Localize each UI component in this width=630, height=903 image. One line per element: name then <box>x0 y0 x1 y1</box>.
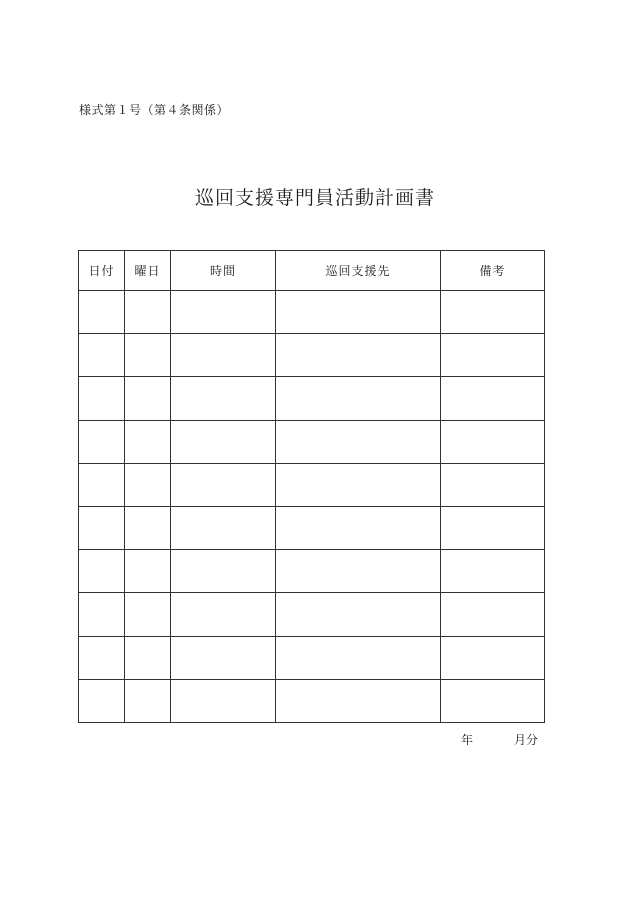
date-cell[interactable] <box>79 550 125 593</box>
remarks-cell[interactable] <box>441 291 545 334</box>
table-row <box>79 334 545 377</box>
remarks-cell[interactable] <box>441 679 545 722</box>
time-cell[interactable] <box>171 679 276 722</box>
visit-destination-cell[interactable] <box>276 377 441 420</box>
date-cell[interactable] <box>79 593 125 636</box>
date-cell[interactable] <box>79 334 125 377</box>
table-row <box>79 636 545 679</box>
time-cell[interactable] <box>171 636 276 679</box>
weekday-cell[interactable] <box>125 377 171 420</box>
time-cell[interactable] <box>171 377 276 420</box>
time-cell[interactable] <box>171 506 276 549</box>
weekday-cell[interactable] <box>125 550 171 593</box>
weekday-cell[interactable] <box>125 463 171 506</box>
remarks-cell[interactable] <box>441 550 545 593</box>
time-cell[interactable] <box>171 291 276 334</box>
date-cell[interactable] <box>79 463 125 506</box>
visit-destination-cell[interactable] <box>276 420 441 463</box>
visit-destination-cell[interactable] <box>276 679 441 722</box>
footer-year-label: 年 <box>461 733 474 747</box>
visit-destination-cell[interactable] <box>276 636 441 679</box>
date-cell[interactable] <box>79 679 125 722</box>
visit-destination-cell[interactable] <box>276 593 441 636</box>
table-row <box>79 463 545 506</box>
visit-destination-cell[interactable] <box>276 463 441 506</box>
remarks-cell[interactable] <box>441 506 545 549</box>
weekday-cell[interactable] <box>125 291 171 334</box>
table-row <box>79 679 545 722</box>
weekday-cell[interactable] <box>125 334 171 377</box>
visit-destination-cell[interactable] <box>276 550 441 593</box>
time-cell[interactable] <box>171 550 276 593</box>
table-header-row <box>79 251 545 291</box>
date-cell[interactable] <box>79 377 125 420</box>
date-cell[interactable] <box>79 506 125 549</box>
table-row <box>79 377 545 420</box>
time-cell[interactable] <box>171 420 276 463</box>
table-row <box>79 420 545 463</box>
header-visit-destination: 巡回支援先 <box>276 251 441 291</box>
table-body <box>79 291 545 723</box>
time-cell[interactable] <box>171 463 276 506</box>
visit-destination-cell[interactable] <box>276 291 441 334</box>
time-cell[interactable] <box>171 593 276 636</box>
weekday-cell[interactable] <box>125 506 171 549</box>
date-cell[interactable] <box>79 636 125 679</box>
weekday-cell[interactable] <box>125 679 171 722</box>
time-cell[interactable] <box>171 334 276 377</box>
footer-month-label: 月分 <box>514 733 539 747</box>
date-cell[interactable] <box>79 420 125 463</box>
header-time: 時間 <box>171 251 276 291</box>
remarks-cell[interactable] <box>441 377 545 420</box>
table-row <box>79 506 545 549</box>
weekday-cell[interactable] <box>125 593 171 636</box>
table-row <box>79 550 545 593</box>
remarks-cell[interactable] <box>441 636 545 679</box>
remarks-cell[interactable] <box>441 593 545 636</box>
schedule-table <box>78 250 545 723</box>
weekday-cell[interactable] <box>125 636 171 679</box>
remarks-cell[interactable] <box>441 463 545 506</box>
form-number: 様式第１号（第４条関係） <box>79 103 230 117</box>
table-row <box>79 593 545 636</box>
remarks-cell[interactable] <box>441 334 545 377</box>
weekday-cell[interactable] <box>125 420 171 463</box>
header-remarks: 備考 <box>441 251 545 291</box>
remarks-cell[interactable] <box>441 420 545 463</box>
visit-destination-cell[interactable] <box>276 334 441 377</box>
visit-destination-cell[interactable] <box>276 506 441 549</box>
date-cell[interactable] <box>79 291 125 334</box>
header-weekday: 曜日 <box>125 251 171 291</box>
header-date: 日付 <box>79 251 125 291</box>
document-title: 巡回支援専門員活動計画書 <box>194 187 435 209</box>
table-row <box>79 291 545 334</box>
